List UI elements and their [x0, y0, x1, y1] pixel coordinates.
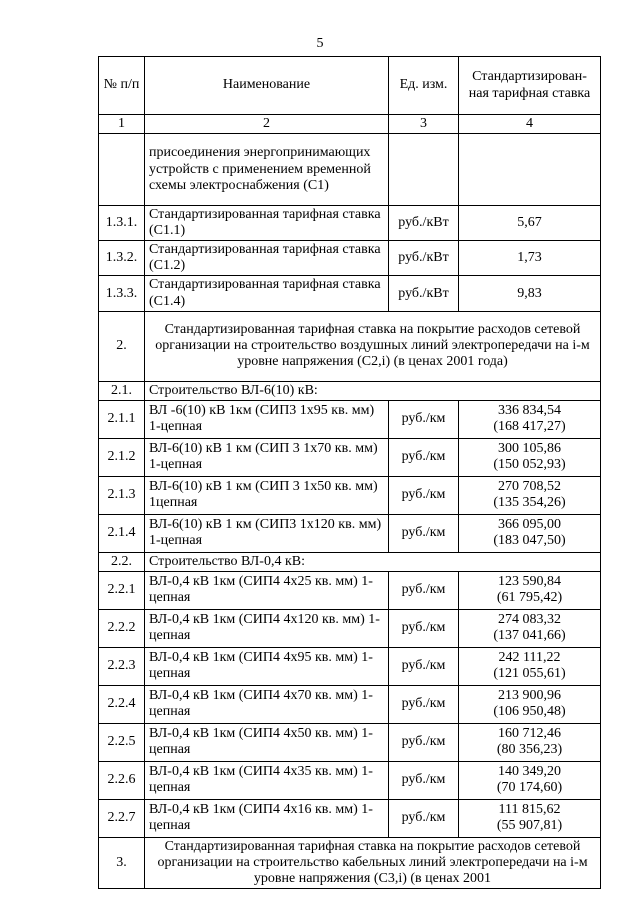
col-number: 1 [99, 115, 145, 134]
rate-value-alt: (70 174,60) [496, 780, 563, 796]
row-number: 2.2.2 [99, 609, 145, 647]
row-value [459, 685, 601, 723]
row-name: Стандартизированная тарифная ставка (С1.1) [145, 206, 389, 241]
row-unit: руб./км [389, 685, 459, 723]
row-number: 2.1.2 [99, 438, 145, 476]
row-number: 2.2.3 [99, 647, 145, 685]
rate-value: 213 900,96 [498, 688, 561, 704]
rate-value-alt: (135 354,26) [493, 495, 566, 511]
rate-value: 242 111,22 [498, 650, 561, 666]
row-value [459, 400, 601, 438]
row-name: ВЛ-0,4 кВ 1км (СИП4 4х16 кв. мм) 1- цепная [145, 799, 389, 837]
col-number: 2 [145, 115, 389, 134]
empty-cell [99, 134, 145, 206]
row-number: 2.2.7 [99, 799, 145, 837]
row-number: 2.2.5 [99, 723, 145, 761]
tariff-table [98, 56, 601, 889]
table-row [99, 206, 601, 241]
row-name: ВЛ-6(10) кВ 1 км (СИП3 1х120 кв. мм) 1-цепная [145, 514, 389, 552]
rate-value: 140 349,20 [498, 764, 561, 780]
group-row-text: Строительство ВЛ-6(10) кВ: [145, 381, 601, 400]
row-number: 1.3.1. [99, 206, 145, 241]
row-number: 2.1.3 [99, 476, 145, 514]
row-value [459, 241, 601, 276]
table-row [99, 241, 601, 276]
row-name: ВЛ-6(10) кВ 1 км (СИП 3 1х50 кв. мм) 1цепная [145, 476, 389, 514]
rate-value: 160 712,46 [498, 726, 561, 742]
rate-value-alt: (121 055,61) [493, 666, 566, 682]
row-number: 1.3.3. [99, 276, 145, 311]
row-name: ВЛ -6(10) кВ 1км (СИП3 1х95 кв. мм) 1-цепная [145, 400, 389, 438]
row-number: 2.2. [99, 552, 145, 571]
group-row-text: Строительство ВЛ-0,4 кВ: [145, 552, 601, 571]
row-name: ВЛ-0,4 кВ 1км (СИП4 4х50 кв. мм) 1- цепная [145, 723, 389, 761]
row-number: 3. [99, 837, 145, 888]
row-number: 2.2.4 [99, 685, 145, 723]
header-name: Наименование [145, 57, 389, 115]
row-value [459, 723, 601, 761]
column-number-row [99, 115, 601, 134]
section-row [99, 311, 601, 381]
header-rate: Стандартизирован- ная тарифная ставка [459, 57, 601, 115]
header-unit: Ед. изм. [389, 57, 459, 115]
row-number: 2.1.1 [99, 400, 145, 438]
row-value [459, 799, 601, 837]
row-value [459, 571, 601, 609]
row-name: ВЛ-0,4 кВ 1км (СИП4 4х25 кв. мм) 1- цепная [145, 571, 389, 609]
row-name: ВЛ-0,4 кВ 1км (СИП4 4х120 кв. мм) 1- цепная [145, 609, 389, 647]
header-num: № п/п [99, 57, 145, 115]
rate-value: 111 815,62 [498, 802, 561, 818]
row-unit: руб./км [389, 647, 459, 685]
row-number: 2.1.4 [99, 514, 145, 552]
rate-value-alt: (168 417,27) [493, 419, 566, 435]
row-name: ВЛ-0,4 кВ 1км (СИП4 4х35 кв. мм) 1- цепная [145, 761, 389, 799]
row-value [459, 476, 601, 514]
row-unit: руб./км [389, 571, 459, 609]
table-row [99, 276, 601, 311]
row-number: 2.2.1 [99, 571, 145, 609]
group-row [99, 381, 601, 400]
group-row [99, 552, 601, 571]
table-row [99, 723, 601, 761]
row-unit: руб./км [389, 476, 459, 514]
row-unit: руб./кВт [389, 276, 459, 311]
rate-value: 366 095,00 [498, 517, 561, 533]
row-name: Стандартизированная тарифная ставка (С1.2) [145, 241, 389, 276]
table-row [99, 761, 601, 799]
header-row [99, 57, 601, 115]
table-row [99, 514, 601, 552]
rate-value-alt: (183 047,50) [493, 533, 566, 549]
col-number: 4 [459, 115, 601, 134]
empty-cell [389, 134, 459, 206]
row-value [459, 206, 601, 241]
rate-value: 9,83 [517, 285, 542, 301]
table-row [99, 799, 601, 837]
rate-value-alt: (137 041,66) [493, 628, 566, 644]
row-unit: руб./км [389, 438, 459, 476]
empty-cell [459, 134, 601, 206]
table-row [99, 647, 601, 685]
row-number: 1.3.2. [99, 241, 145, 276]
row-value [459, 761, 601, 799]
col-number: 3 [389, 115, 459, 134]
rate-value: 270 708,52 [498, 479, 561, 495]
continuation-row [99, 134, 601, 206]
rate-value-alt: (150 052,93) [493, 457, 566, 473]
rate-value: 274 083,32 [498, 612, 561, 628]
rate-value-alt: (55 907,81) [496, 818, 563, 834]
section-row-text: Стандартизированная тарифная ставка на покрытие расходов сетевой организации на строительство кабельных линий электропередачи на i-м уровне напряжения (С3,i) (в ценах 2001 [145, 837, 601, 888]
rate-value: 336 834,54 [498, 403, 561, 419]
row-unit: руб./км [389, 723, 459, 761]
row-unit: руб./кВт [389, 241, 459, 276]
row-number: 2. [99, 311, 145, 381]
row-value [459, 647, 601, 685]
rate-value: 5,67 [517, 215, 542, 231]
rate-value: 123 590,84 [498, 574, 561, 590]
row-name: ВЛ-0,4 кВ 1км (СИП4 4х70 кв. мм) 1- цепная [145, 685, 389, 723]
row-value [459, 276, 601, 311]
row-value [459, 514, 601, 552]
rate-value-alt: (106 950,48) [493, 704, 566, 720]
row-value [459, 609, 601, 647]
table-row [99, 400, 601, 438]
row-unit: руб./км [389, 609, 459, 647]
table-row [99, 438, 601, 476]
rate-value: 300 105,86 [498, 441, 561, 457]
row-unit: руб./км [389, 400, 459, 438]
section-row-text: Стандартизированная тарифная ставка на покрытие расходов сетевой организации на строительство воздушных линий электропередачи на i-м уровне напряжения (С2,i) (в ценах 2001 года) [145, 311, 601, 381]
page-number: 5 [316, 36, 324, 51]
row-unit: руб./км [389, 799, 459, 837]
rate-value-alt: (61 795,42) [496, 590, 563, 606]
row-unit: руб./км [389, 514, 459, 552]
table-row [99, 476, 601, 514]
row-unit: руб./кВт [389, 206, 459, 241]
table-row [99, 685, 601, 723]
row-name: ВЛ-6(10) кВ 1 км (СИП 3 1х70 кв. мм) 1-цепная [145, 438, 389, 476]
row-unit: руб./км [389, 761, 459, 799]
continuation-text: присоединения энергопринимающих устройств с применением временной схемы электроснабжения (С1) [145, 134, 389, 206]
row-number: 2.2.6 [99, 761, 145, 799]
rate-value-alt: (80 356,23) [496, 742, 563, 758]
table-row [99, 571, 601, 609]
row-name: ВЛ-0,4 кВ 1км (СИП4 4х95 кв. мм) 1- цепная [145, 647, 389, 685]
row-name: Стандартизированная тарифная ставка (С1.4) [145, 276, 389, 311]
rate-value: 1,73 [517, 250, 542, 266]
section-row [99, 837, 601, 888]
table-row [99, 609, 601, 647]
row-number: 2.1. [99, 381, 145, 400]
row-value [459, 438, 601, 476]
